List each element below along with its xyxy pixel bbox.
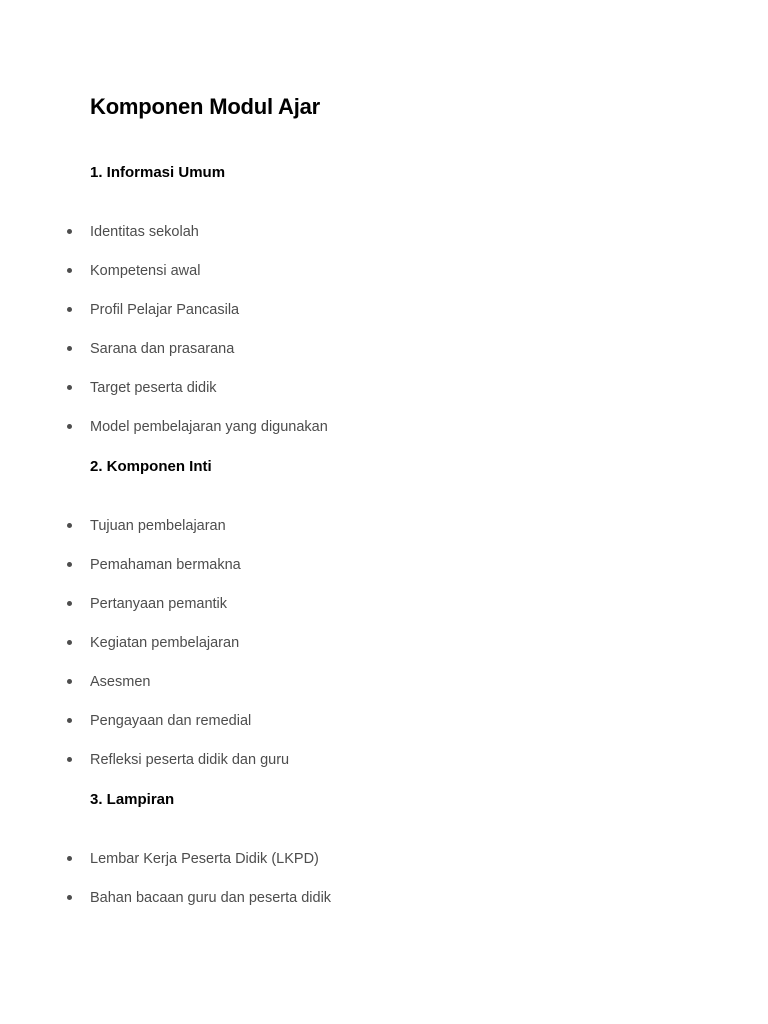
bullet-icon	[67, 385, 72, 390]
list-item	[0, 262, 768, 301]
bullet-icon	[67, 679, 72, 684]
section-heading-komponen-inti: 2. Komponen Inti	[90, 458, 212, 475]
bullet-icon	[67, 856, 72, 861]
list-item-text: Model pembelajaran yang digunakan	[90, 419, 328, 435]
bullet-icon	[67, 424, 72, 429]
list-item	[0, 751, 768, 790]
list-item-text: Tujuan pembelajaran	[90, 518, 226, 534]
bullet-icon	[67, 718, 72, 723]
list-item-text: Asesmen	[90, 674, 151, 690]
list-item-text: Refleksi peserta didik dan guru	[90, 752, 290, 768]
list-item-text: Identitas sekolah	[90, 224, 199, 240]
list-item-text: Pertanyaan pemantik	[90, 596, 228, 612]
bullet-icon	[67, 307, 72, 312]
list-item	[0, 556, 768, 595]
lampiran-list	[0, 850, 768, 928]
bullet-icon	[67, 268, 72, 273]
list-item	[0, 517, 768, 556]
document-title: Komponen Modul Ajar	[90, 94, 321, 119]
bullet-icon	[67, 346, 72, 351]
bullet-icon	[67, 523, 72, 528]
list-item	[0, 301, 768, 340]
komponen-inti-list	[0, 517, 768, 790]
section-heading-informasi-umum: 1. Informasi Umum	[90, 164, 226, 181]
list-item-text: Kompetensi awal	[90, 263, 201, 279]
list-item-text: Kegiatan pembelajaran	[90, 635, 240, 651]
list-item	[0, 889, 768, 928]
list-item-text: Target peserta didik	[90, 380, 217, 396]
list-item-text: Pemahaman bermakna	[90, 557, 241, 573]
informasi-umum-list	[0, 223, 768, 457]
bullet-icon	[67, 895, 72, 900]
list-item	[0, 634, 768, 673]
list-item-text: Pengayaan dan remedial	[90, 713, 252, 729]
bullet-icon	[67, 640, 72, 645]
list-item-text: Profil Pelajar Pancasila	[90, 302, 240, 318]
list-item-text: Bahan bacaan guru dan peserta didik	[90, 890, 332, 906]
list-item	[0, 595, 768, 634]
list-item	[0, 712, 768, 751]
bullet-icon	[67, 601, 72, 606]
list-item	[0, 340, 768, 379]
bullet-icon	[67, 229, 72, 234]
section-heading-lampiran: 3. Lampiran	[90, 791, 175, 808]
list-item-text: Sarana dan prasarana	[90, 341, 235, 357]
list-item	[0, 379, 768, 418]
bullet-icon	[67, 757, 72, 762]
list-item	[0, 673, 768, 712]
list-item	[0, 850, 768, 889]
list-item	[0, 418, 768, 457]
bullet-icon	[67, 562, 72, 567]
list-item	[0, 223, 768, 262]
list-item-text: Lembar Kerja Peserta Didik (LKPD)	[90, 851, 319, 867]
